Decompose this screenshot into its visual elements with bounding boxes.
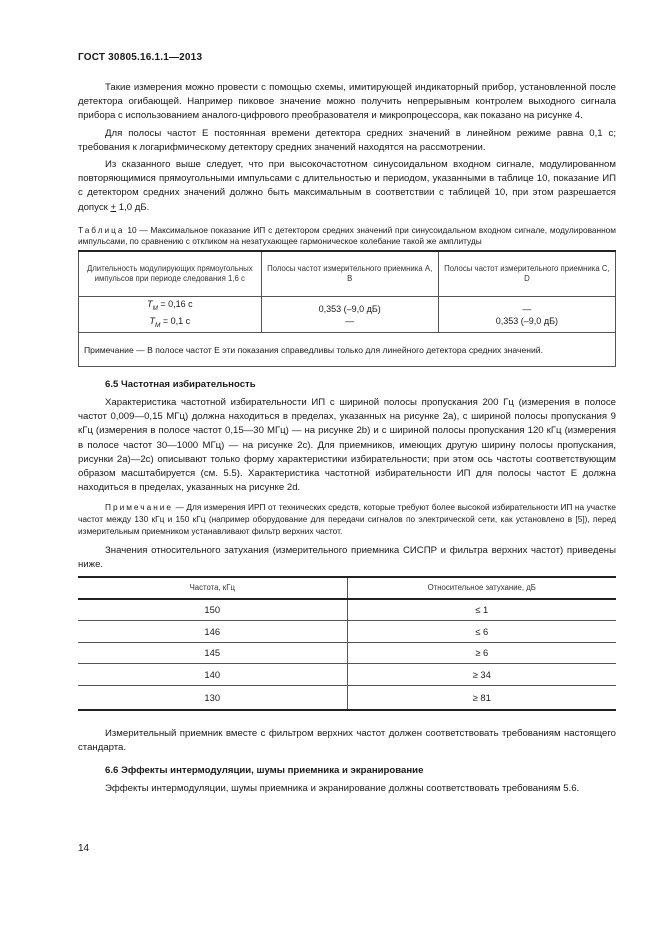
attenuation-cell: ≥ 6	[347, 642, 616, 664]
note-label: Примечание	[105, 502, 174, 513]
pulse-duration-1	[83, 298, 257, 315]
symbol-sub-m: M	[154, 321, 161, 329]
pulse-duration-1-value: = 0,16 с	[157, 298, 193, 309]
document-header: ГОСТ 30805.16.1.1—2013	[78, 52, 203, 63]
table-row	[78, 599, 616, 621]
table-row	[78, 664, 616, 686]
frequency-cell: 145	[78, 642, 347, 664]
band-ab-value-1: 0,353 (–9,0 дБ)	[318, 303, 381, 314]
table10-caption-text: 10 — Максимальное показание ИП с детектором средних значений при синусоидальном входном сигнале, модулированном импульсами, по сравнению с откликом на незатухающее гармоническое колебание такой же амплитуды	[78, 224, 616, 247]
table10-pulse-durations	[79, 297, 262, 333]
attenuation-intro: Значения относительного затухания (измерительного приемника СИСПР и фильтра верхних частот) приведены ниже.	[78, 545, 616, 571]
table10-col1-header: Длительность модулирующих прямоугольных импульсов при периоде следования 1,6 с	[79, 251, 262, 297]
attenuation-table-header	[78, 577, 616, 599]
symbol-sub-m: M	[152, 304, 158, 312]
frequency-cell: 140	[78, 664, 347, 686]
table10-band-ab-values	[261, 297, 438, 333]
attenuation-table	[78, 576, 616, 711]
table10-caption-label: Таблица	[78, 224, 125, 235]
table-row	[78, 621, 616, 643]
section-6-5-body: Характеристика частотной избирательности ИП с шириной полосы пропускания 200 Гц (измерения в полосе частот 0,009—0,15 МГц) должна находиться в пределах, указанных на рисунке 2а), с шириной полосы пропускания 9 кГц (измерения в полосе частот 0,15—30 МГц) — на рисунке 2b) и с шириной полосы пропускания 120 кГц (измерения в полосе частот 30—1000 МГц) — на рисунке 2с). Для приемников, имеющих другую ширину полосы пропускания, рисунки 2а)—2с) описывают только форму характеристики избирательности; при этом ось частоты соответствующим образом масштабируется (см. 5.5). Характеристика частотной избирательности ИП для полосы частот Е должна находиться в пределах, указанных на рисунке 2d.	[78, 397, 616, 494]
frequency-header: Частота, кГц	[78, 577, 347, 599]
table-10	[78, 250, 616, 367]
filter-requirement: Измерительный приемник вместе с фильтром верхних частот должен соответствовать требованиям настоящего стандарта.	[78, 727, 616, 753]
table10-col2-header: Полосы частот измерительного приемника А, В	[261, 251, 438, 297]
note-text: — Для измерения ИРП от технических средств, которые требуют более высокой избирательности ИП на участке частот между 130 кГц и 150 кГц (например оборудование для передачи сигналов по электрической сети, как установлено в [5]), перед измерительным приемником устанавливают фильтр верхних частот.	[78, 502, 616, 536]
table10-col3-header: Полосы частот измерительного приемника С, D	[438, 251, 615, 297]
band-cd-value-2: 0,353 (–9,0 дБ)	[495, 315, 558, 326]
attenuation-cell: ≤ 6	[347, 621, 616, 643]
section-6-5-note	[78, 502, 616, 537]
section-6-6-body: Эффекты интермодуляции, шумы приемника и экранирование должны соответствовать требованиям 5.6.	[105, 783, 580, 795]
pulse-duration-2-value: = 0,1 с	[160, 315, 191, 326]
symbol-t: T	[149, 315, 155, 326]
attenuation-cell: ≥ 34	[347, 664, 616, 686]
paragraph-measurement-scheme: Такие измерения можно провести с помощью схемы, имитирующей индикаторный прибор, установленной после детектора огибающей. Например пиковое значение можно получить непрерывным контролем выходного сигнала прибора с использованием аналого-цифрового преобразователя и микропроцессора, как показано на рисунке 4.	[78, 82, 616, 122]
pulse-duration-2	[83, 315, 257, 332]
table10-note-row	[79, 333, 616, 367]
table-row	[78, 685, 616, 710]
table-row	[78, 642, 616, 664]
frequency-cell: 146	[78, 621, 347, 643]
table10-data-row	[79, 297, 616, 333]
paragraph-maximum-reading	[78, 158, 616, 215]
section-6-6-title: 6.6 Эффекты интермодуляции, шумы приемника и экранирование	[105, 765, 424, 777]
table10-caption	[78, 225, 616, 248]
paragraph-band-e-time-constant: Для полосы частот Е постоянная времени детектора средних значений в линейном режиме равна 0,1 с; требования к логарифмическому детектору средних значений находятся на рассмотрении.	[78, 127, 616, 153]
plus-minus-sign: +	[110, 201, 117, 213]
attenuation-cell: ≤ 1	[347, 599, 616, 621]
table10-note: Примечание — В полосе частот Е эти показания справедливы только для линейного детектора средних значений.	[79, 333, 616, 367]
table10-header-row	[79, 251, 616, 297]
band-ab-value-2: —	[345, 315, 355, 326]
table10-band-cd-values	[438, 297, 615, 333]
paragraph-text-end: 1,0 дБ.	[116, 201, 150, 213]
attenuation-header: Относительное затухание, дБ	[347, 577, 616, 599]
attenuation-cell: ≥ 81	[347, 685, 616, 710]
document-page	[78, 52, 616, 796]
symbol-t: T	[146, 298, 153, 309]
band-cd-value-1: —	[522, 303, 532, 314]
frequency-cell: 130	[78, 685, 347, 710]
frequency-cell: 150	[78, 599, 347, 621]
page-number: 14	[78, 843, 90, 854]
paragraph-text: Из сказанного выше следует, что при высокочастотном синусоидальном входном сигнале, модулированном повторяющимися прямоугольными импульсами с длительностью и периодом, указанными в таблице 10, показание ИП с детектором средних значений должно быть максимальным в соответствии с таблицей 10, при этом разрешается допуск	[78, 159, 616, 213]
section-6-5-title: 6.5 Частотная избирательность	[105, 379, 256, 391]
